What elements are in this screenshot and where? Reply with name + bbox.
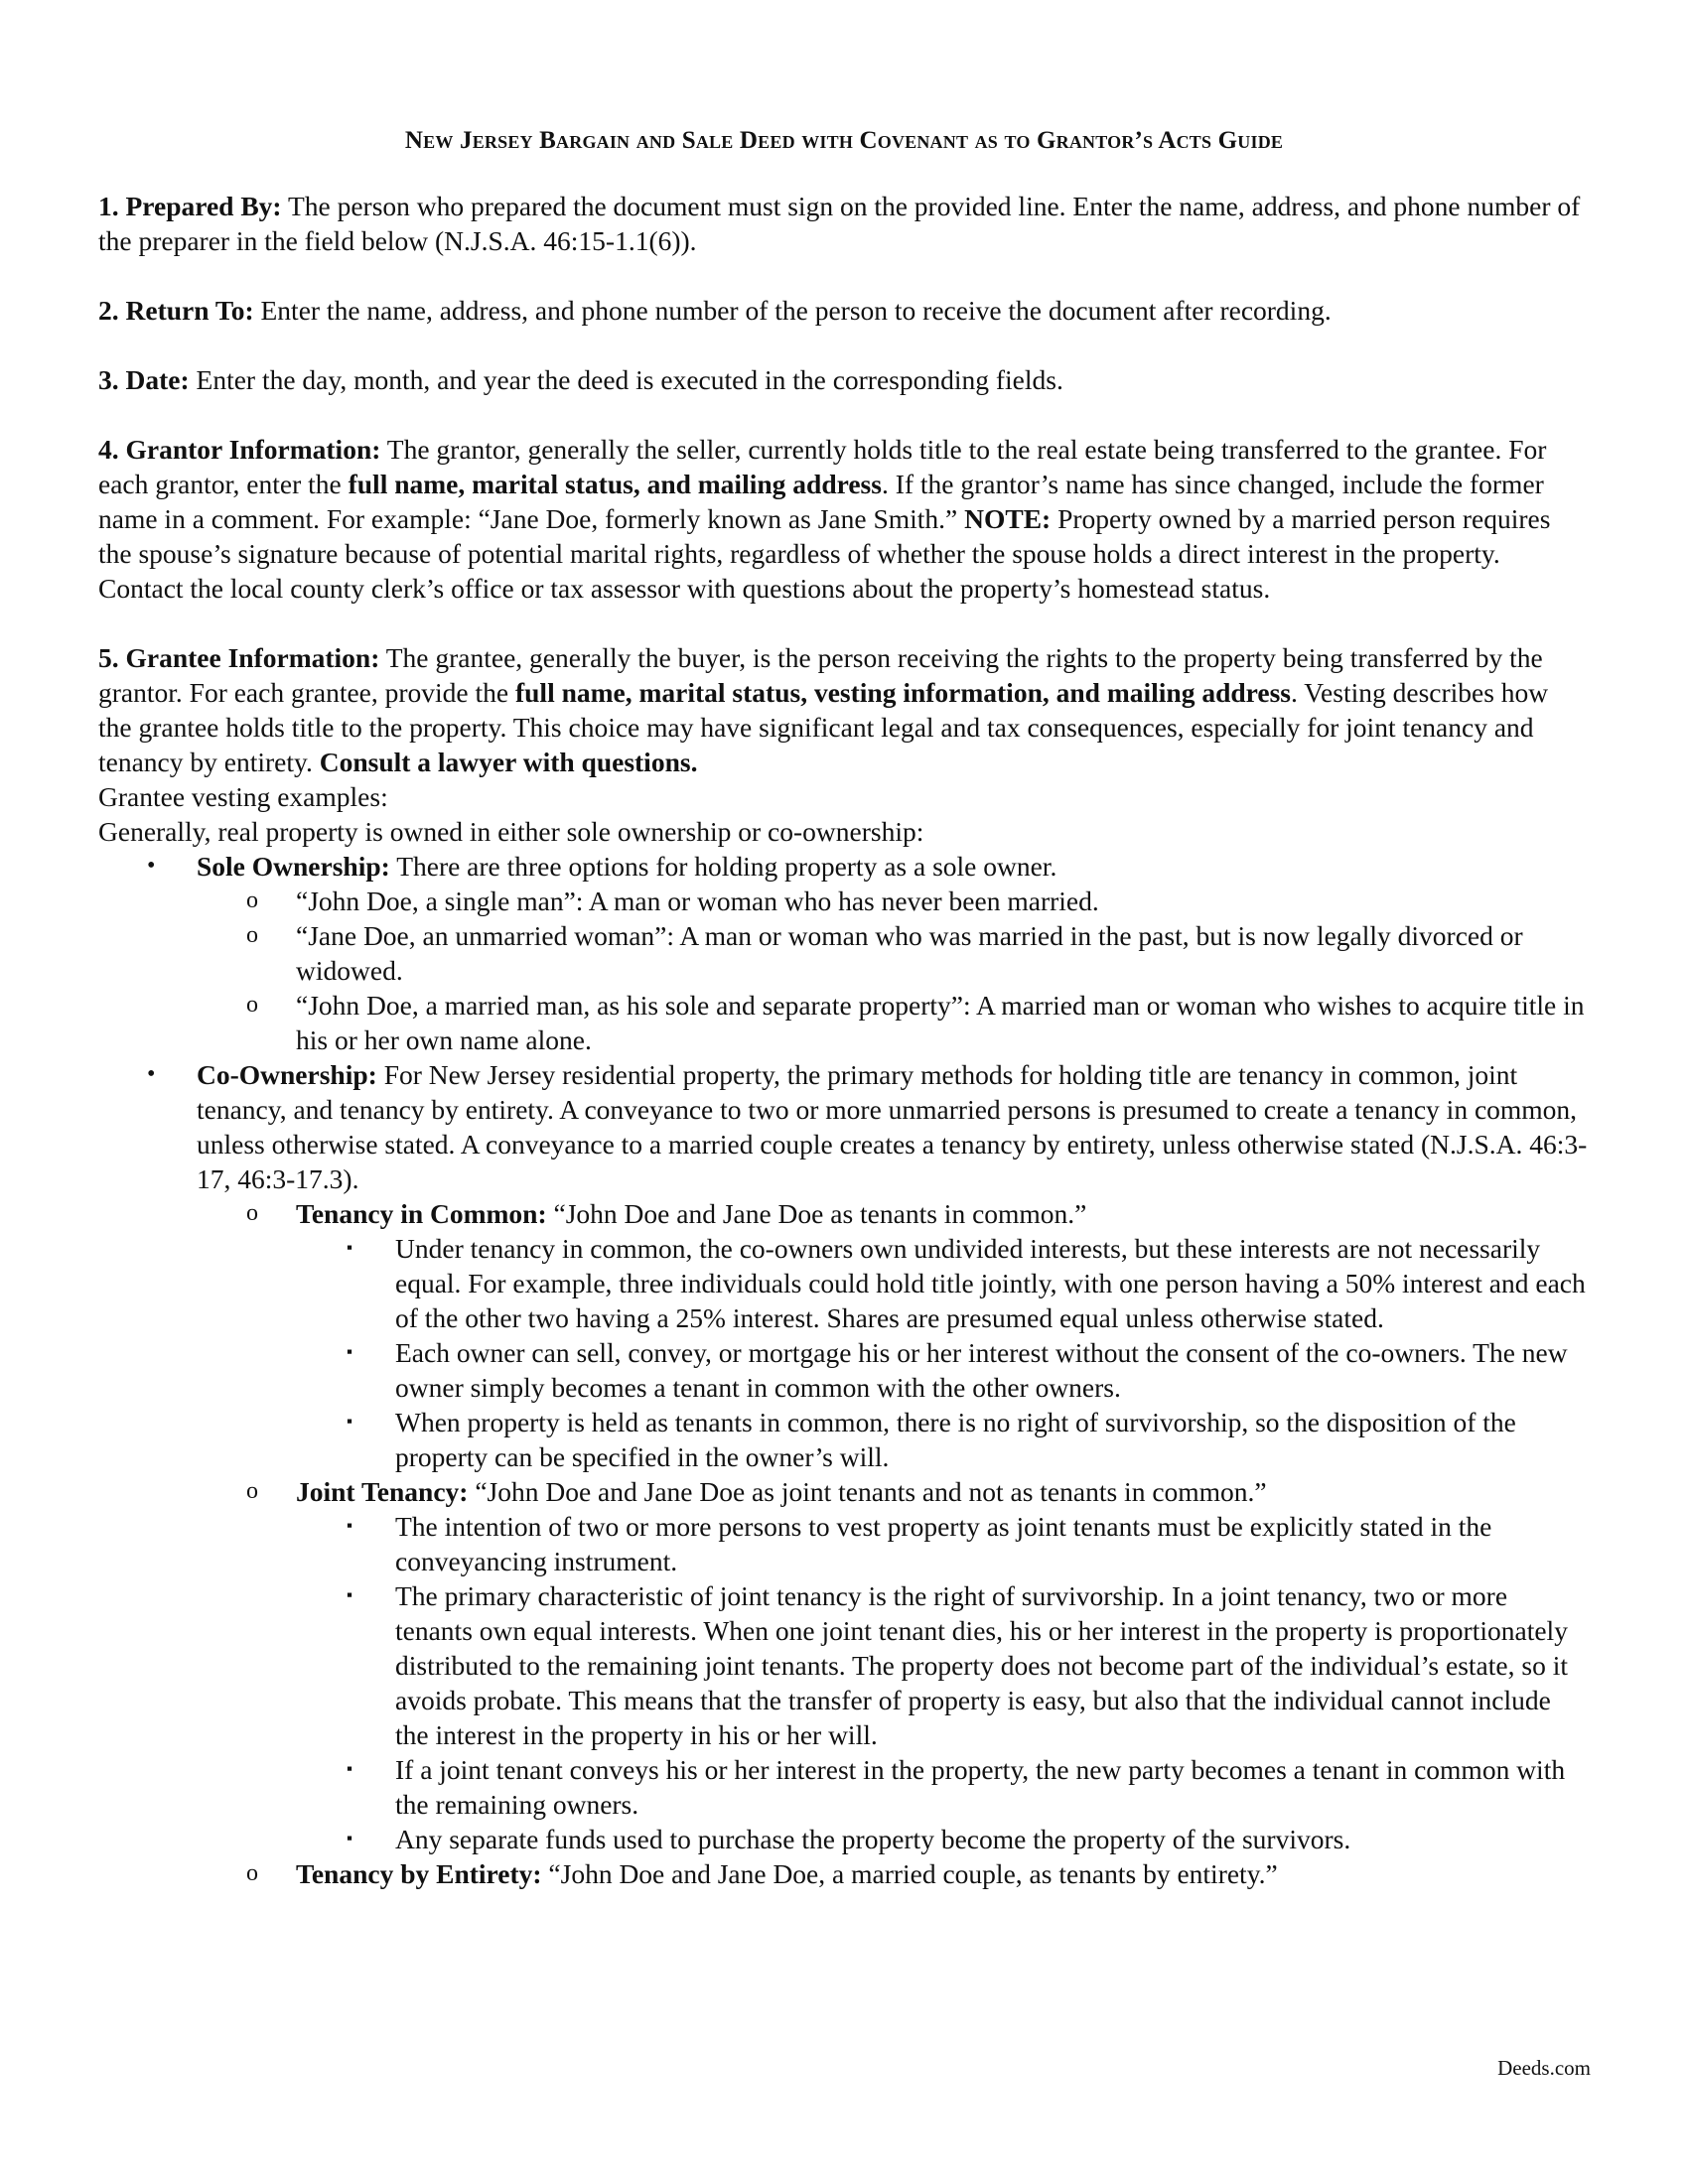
ownership-list [98, 849, 1588, 1891]
item-text: “John Doe, a married man, as his sole and separate property”: A married man or woman who wishes to acquire title in his or her own name alone. [296, 990, 1585, 1055]
list-item-joint-tenancy [246, 1474, 1588, 1856]
list-item [246, 988, 1588, 1057]
list-item [347, 1335, 1588, 1405]
joint-tenancy-details [296, 1509, 1588, 1856]
section-text: The grantor, generally the seller, currently holds title to the real estate being transferred to the grantee. For each grantor, enter the [98, 434, 1547, 499]
section-label: 2. Return To: [98, 295, 254, 326]
tenancy-in-common-details [296, 1231, 1588, 1474]
item-label: Joint Tenancy: [296, 1476, 469, 1507]
square-marker: ▪ [347, 1516, 353, 1535]
list-item-sole-ownership [147, 849, 1588, 1057]
section-text: Property owned by a married person requires the spouse’s signature because of potential marital rights, regardless of whether the spouse holds a direct interest in the property. Contact the local county clerk’s office or tax assessor with questions about the property’s homestead status. [98, 503, 1551, 604]
section-grantor-information [98, 432, 1588, 606]
section-text: . Vesting describes how the grantee holds title to the property. This choice may have significant legal and tax consequences, especially for joint tenancy and tenancy by entirety. [98, 677, 1549, 777]
section-return-to [98, 293, 1588, 328]
item-text: “John Doe and Jane Doe as joint tenants and not as tenants in common.” [468, 1476, 1267, 1507]
section-text: Enter the name, address, and phone number of the person to receive the document after recording. [253, 295, 1332, 326]
list-item [347, 1822, 1588, 1856]
section-text: . If the grantor’s name has since changed, include the former name in a comment. For example: “Jane Doe, formerly known as Jane Smith.” [98, 469, 1544, 534]
item-text: For New Jersey residential property, the primary methods for holding title are tenancy in common, joint tenancy, and tenancy by entirety. A conveyance to two or more unmarried persons is presumed to create a tenancy in common, unless otherwise stated. A conveyance to a married couple creates a tenancy by entirety, unless otherwise stated (N.J.S.A. 46:3-17, 46:3-17.3). [197, 1059, 1588, 1194]
list-item [347, 1578, 1588, 1752]
section-label: 3. Date: [98, 364, 190, 395]
item-label: Tenancy in Common: [296, 1198, 547, 1229]
vesting-examples-line: Grantee vesting examples: [98, 781, 388, 812]
square-marker: ▪ [347, 1238, 353, 1257]
section-emphasis: full name, marital status, vesting information, and mailing address [514, 677, 1291, 708]
square-marker: ▪ [347, 1585, 353, 1604]
section-prepared-by [98, 189, 1588, 258]
list-item-tenancy-by-entirety [246, 1856, 1588, 1891]
list-item [347, 1509, 1588, 1578]
circle-marker: o [246, 1478, 258, 1504]
item-text: There are three options for holding property as a sole owner. [389, 851, 1057, 882]
section-label: 1. Prepared By: [98, 191, 282, 221]
ownership-intro-line: Generally, real property is owned in either sole ownership or co-ownership: [98, 816, 924, 847]
section-grantee-information [98, 640, 1588, 779]
circle-marker: o [246, 1860, 258, 1886]
item-text: “John Doe and Jane Doe as tenants in common.” [546, 1198, 1087, 1229]
page-title: New Jersey Bargain and Sale Deed with Covenant as to Grantor’s Acts Guide [404, 127, 1284, 154]
circle-marker: o [246, 922, 258, 948]
bullet-marker: • [147, 853, 156, 879]
item-text: Under tenancy in common, the co-owners own undivided interests, but these interests are not necessarily equal. For example, three individuals could hold title jointly, with one person having a 50% interest and each of the other two having a 25% interest. Shares are presumed equal unless otherwise stated. [395, 1233, 1586, 1333]
item-text: The intention of two or more persons to vest property as joint tenants must be explicitly stated in the conveyancing instrument. [395, 1511, 1492, 1576]
section-label: 5. Grantee Information: [98, 642, 380, 673]
list-item [347, 1752, 1588, 1822]
item-label: Co-Ownership: [197, 1059, 377, 1090]
circle-marker: o [246, 1200, 258, 1226]
section-label: 4. Grantor Information: [98, 434, 381, 465]
list-item-tenancy-in-common [246, 1196, 1588, 1474]
list-item [347, 1231, 1588, 1335]
square-marker: ▪ [347, 1342, 353, 1361]
co-ownership-options [197, 1196, 1588, 1891]
item-text: The primary characteristic of joint tenancy is the right of survivorship. In a joint tenancy, two or more tenants own equal interests. When one joint tenant dies, his or her interest in the property is proportionately distributed to the remaining joint tenants. The property does not become part of the individual’s estate, so it avoids probate. This means that the transfer of property is easy, but also that the individual cannot include the interest in the property in his or her will. [395, 1580, 1568, 1750]
section-text: The grantee, generally the buyer, is the person receiving the rights to the property being transferred by the grantor. For each grantee, provide the [98, 642, 1543, 708]
circle-marker: o [246, 887, 258, 913]
item-text: “John Doe and Jane Doe, a married couple, as tenants by entirety.” [541, 1858, 1278, 1889]
square-marker: ▪ [347, 1759, 353, 1778]
list-item-co-ownership [147, 1057, 1588, 1891]
item-text: If a joint tenant conveys his or her interest in the property, the new party becomes a tenant in common with the remaining owners. [395, 1754, 1566, 1820]
item-text: Each owner can sell, convey, or mortgage his or her interest without the consent of the co-owners. The new owner simply becomes a tenant in common with the other owners. [395, 1337, 1568, 1403]
sole-ownership-options [197, 884, 1588, 1057]
footer-brand: Deeds.com [1497, 2056, 1591, 2080]
item-text: When property is held as tenants in common, there is no right of survivorship, so the disposition of the property can be specified in the owner’s will. [395, 1407, 1516, 1472]
list-item [246, 918, 1588, 988]
section-date [98, 362, 1588, 397]
square-marker: ▪ [347, 1412, 353, 1431]
item-label: Sole Ownership: [197, 851, 390, 882]
item-label: Tenancy by Entirety: [296, 1858, 542, 1889]
item-text: “John Doe, a single man”: A man or woman who has never been married. [296, 886, 1099, 916]
document-body [98, 189, 1588, 1891]
section-emphasis: full name, marital status, and mailing address [348, 469, 882, 499]
square-marker: ▪ [347, 1829, 353, 1847]
circle-marker: o [246, 992, 258, 1018]
item-text: Any separate funds used to purchase the property become the property of the survivors. [395, 1824, 1351, 1854]
section-text: The person who prepared the document must sign on the provided line. Enter the name, address, and phone number of the preparer in the field below (N.J.S.A. 46:15-1.1(6)). [98, 191, 1581, 256]
list-item [347, 1405, 1588, 1474]
section-text: Enter the day, month, and year the deed is executed in the corresponding fields. [189, 364, 1063, 395]
list-item [246, 884, 1588, 918]
item-text: “Jane Doe, an unmarried woman”: A man or woman who was married in the past, but is now legally divorced or widowed. [296, 920, 1523, 986]
lawyer-note: Consult a lawyer with questions. [319, 747, 698, 777]
bullet-marker: • [147, 1061, 156, 1087]
note-label: NOTE: [964, 503, 1052, 534]
